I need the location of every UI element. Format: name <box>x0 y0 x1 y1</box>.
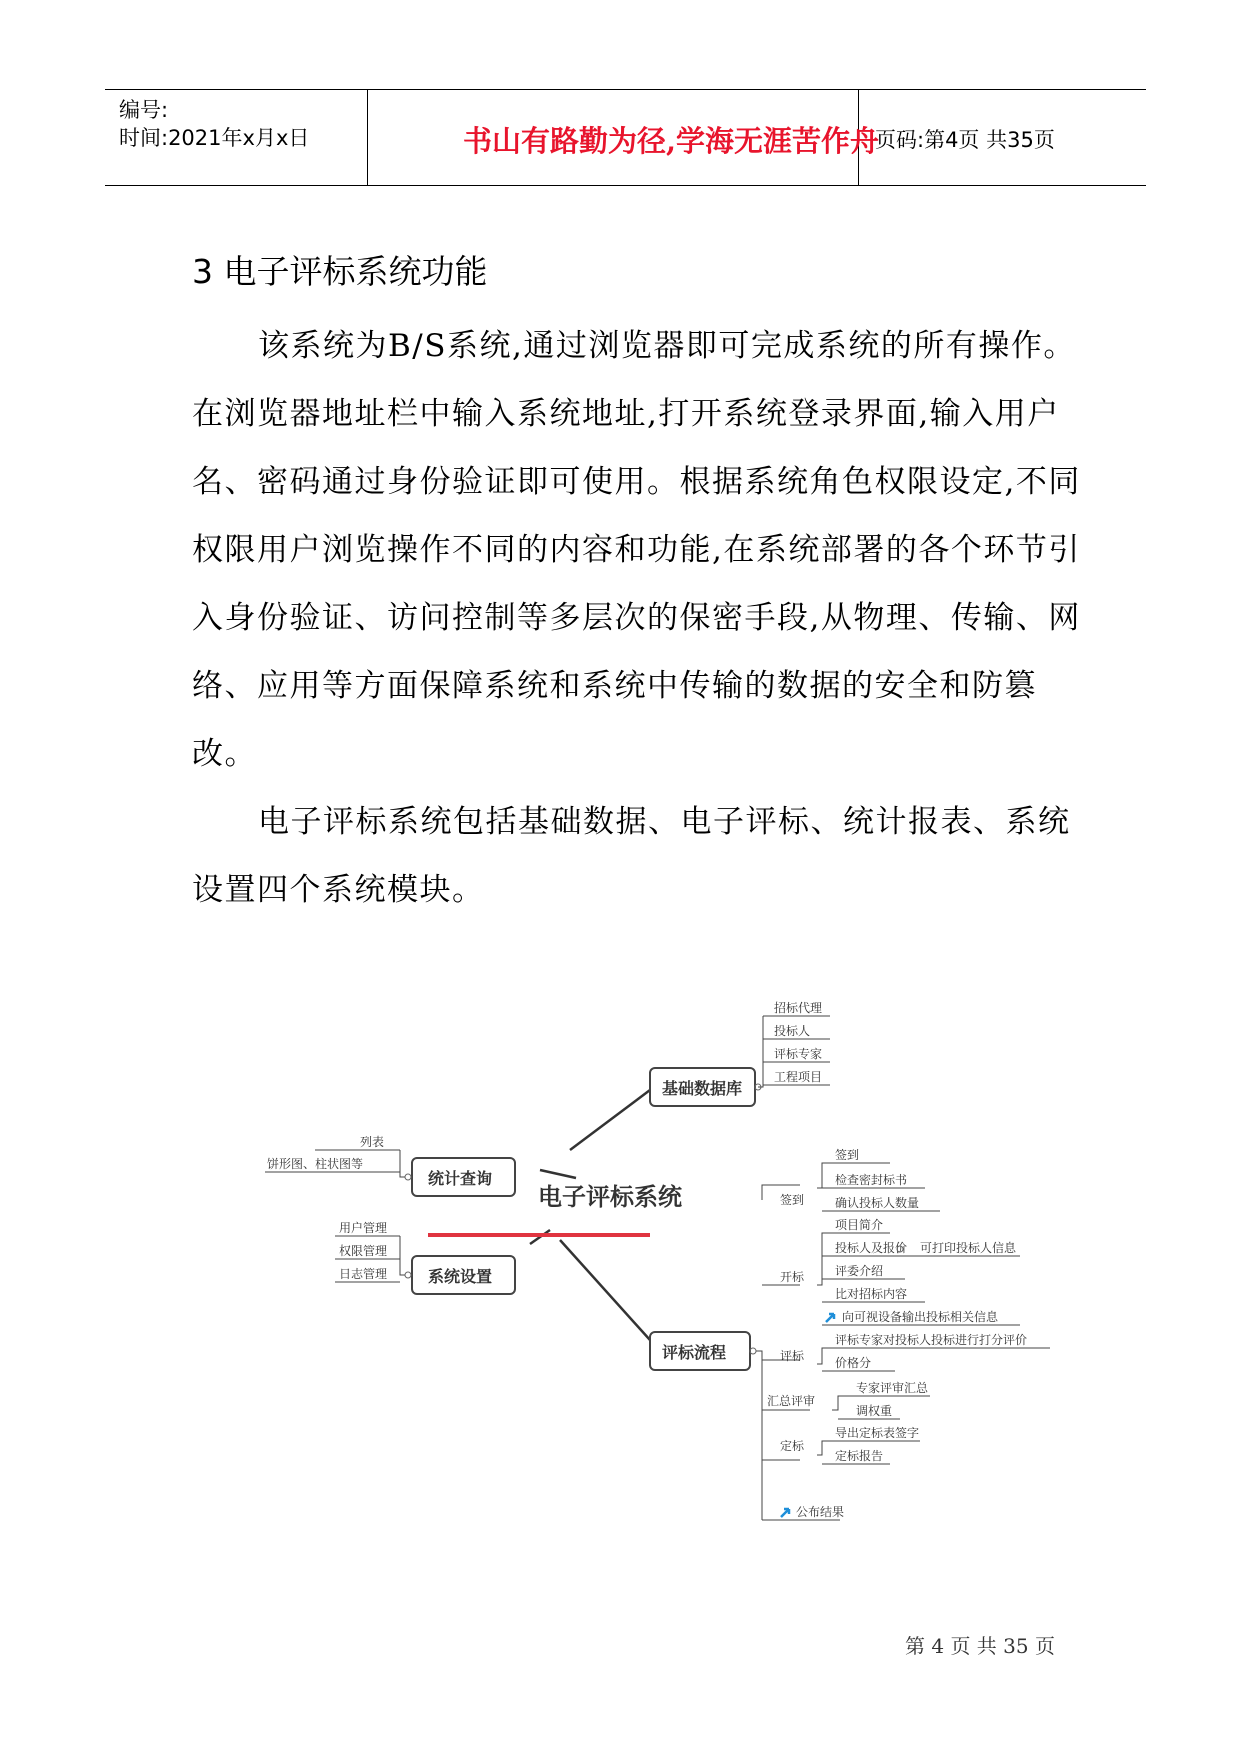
link-icon <box>826 1314 834 1322</box>
process-group: 签到 <box>780 1193 805 1207</box>
process-group: 定标 <box>780 1439 805 1453</box>
review-item: 评标专家对投标人投标进行打分评价 <box>835 1333 1028 1347</box>
sign-item: 签到 <box>835 1148 860 1162</box>
open-item: 投标人及报价 <box>835 1241 908 1255</box>
mindmap-diagram <box>150 1000 1050 1560</box>
basic-item: 投标人 <box>774 1024 811 1038</box>
node-stats: 统计查询 <box>428 1169 493 1188</box>
link-icon <box>781 1509 789 1517</box>
process-publish: 公布结果 <box>796 1505 845 1519</box>
sign-item: 检查密封标书 <box>835 1173 908 1187</box>
open-item: 评委介绍 <box>835 1264 884 1278</box>
paragraph: 该系统为B/S系统,通过浏览器即可完成系统的所有操作。在浏览器地址栏中输入系统地址,打开系统登录界面,输入用户名、密码通过身份验证即可使用。根据系统角色权限设定,不同权限用户浏览操作不同的内容和功能,在系统部署的各个环节引入身份验证、访问控制等多层次的保密手段,从物理、传输、网络、应用等方面保障系统和系统中传输的数据的安全和防篡改。 <box>192 328 1081 772</box>
summary-item: 专家评审汇总 <box>856 1381 929 1395</box>
basic-item: 招标代理 <box>774 1001 823 1015</box>
review-item: 价格分 <box>835 1356 872 1370</box>
node-process: 评标流程 <box>662 1343 727 1362</box>
open-item: 向可视设备输出投标相关信息 <box>842 1310 999 1324</box>
open-item: 比对招标内容 <box>835 1287 908 1301</box>
summary-item: 调权重 <box>856 1404 893 1418</box>
settings-item: 权限管理 <box>339 1244 388 1258</box>
decide-item: 导出定标表签字 <box>835 1426 920 1440</box>
node-settings: 系统设置 <box>428 1267 493 1286</box>
process-group: 汇总评审 <box>767 1394 816 1408</box>
decide-item: 定标报告 <box>835 1449 884 1463</box>
sign-item: 确认投标人数量 <box>835 1196 920 1210</box>
paragraph: 电子评标系统包括基础数据、电子评标、统计报表、系统设置四个系统模块。 <box>192 804 1071 908</box>
section-title: 3 电子评标系统功能 <box>192 252 488 291</box>
doc-time-label: 时间:2021年x月x日 <box>119 126 310 150</box>
process-group: 开标 <box>780 1270 805 1284</box>
header-motto: 书山有路勤为径,学海无涯苦作舟 <box>462 124 880 158</box>
node-basic: 基础数据库 <box>662 1079 743 1098</box>
stats-item: 列表 <box>360 1135 385 1149</box>
process-group: 评标 <box>780 1349 805 1363</box>
page-header <box>105 89 1146 186</box>
doc-number-label: 编号: <box>119 98 169 122</box>
mindmap-center: 电子评标系统 <box>538 1183 682 1211</box>
basic-item: 工程项目 <box>774 1070 823 1084</box>
basic-item: 评标专家 <box>774 1047 823 1061</box>
settings-item: 日志管理 <box>339 1267 388 1281</box>
settings-item: 用户管理 <box>339 1221 388 1235</box>
header-divider <box>367 90 368 185</box>
open-item: 项目简介 <box>835 1218 884 1232</box>
stats-item: 饼形图、柱状图等 <box>267 1157 364 1171</box>
open-extra: 可打印投标人信息 <box>920 1241 1017 1255</box>
header-page-code: 页码:第4页 共35页 <box>875 128 1055 152</box>
page-footer: 第 4 页 共 35 页 <box>905 1634 1055 1658</box>
